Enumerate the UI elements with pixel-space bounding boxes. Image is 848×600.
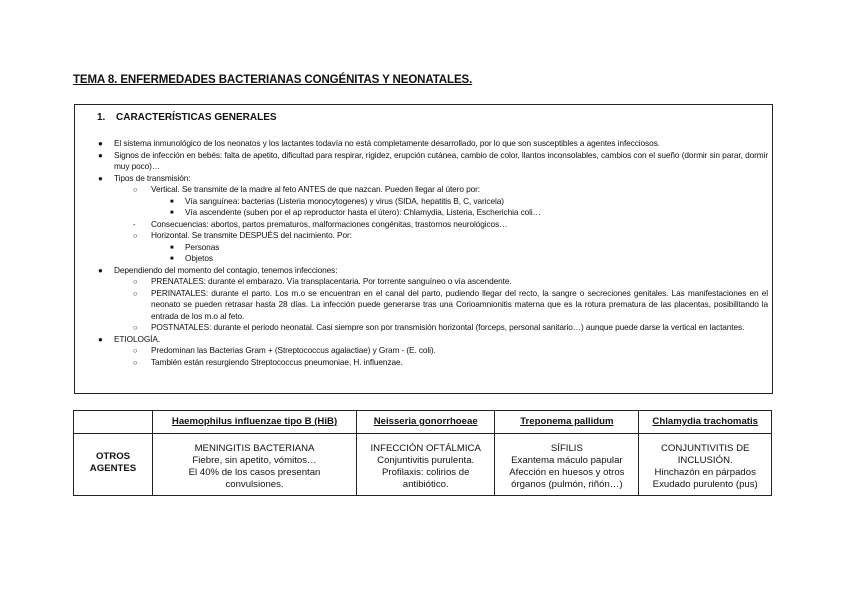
bullet-disc-icon: ●	[98, 173, 103, 183]
section-title: CARACTERÍSTICAS GENERALES	[116, 112, 277, 123]
list-item	[75, 184, 772, 196]
bullet-disc-icon: ●	[98, 334, 103, 344]
cell-line: INCLUSIÓN.	[677, 455, 733, 466]
bullet-disc-icon: ●	[98, 139, 103, 148]
cell-line: Profilaxis: colirios de	[381, 467, 470, 478]
bullet-square-icon: ■	[170, 210, 174, 216]
page-title: TEMA 8. ENFERMEDADES BACTERIANAS CONGÉNITAS Y NEONATALES.	[73, 74, 473, 86]
cell-line: Exantema máculo papular	[511, 455, 623, 466]
table-cell	[639, 434, 772, 496]
cell-line: convulsiones.	[225, 479, 284, 490]
list-item-text: Vertical. Se transmite de la madre al feto ANTES de que nazcan. Pueden llegar al útero por:	[151, 184, 480, 194]
list-item	[75, 219, 772, 231]
cell-line: CONJUNTIVITIS DE	[660, 443, 750, 454]
bullet-dash-icon: -	[133, 219, 136, 229]
cell-line: El 40% de los casos presentan	[188, 467, 321, 478]
bullet-disc-icon: ●	[98, 265, 103, 275]
table-cell	[153, 434, 357, 496]
cell-line: Exudado purulento (pus)	[652, 479, 758, 490]
bullet-circle-icon: ○	[133, 323, 138, 332]
list-item	[75, 322, 772, 334]
section-heading	[97, 112, 277, 123]
table-header-row	[74, 411, 772, 434]
cell-line: antibiótico.	[402, 479, 449, 490]
bullet-circle-icon: ○	[133, 288, 138, 298]
list-item-text: POSTNATALES: durante el periodo neonatal. Casi siempre son por transmisión horizontal (forceps, personal sanitario…) aunque puede darse la vertical en lactantes.	[151, 322, 745, 332]
bullet-circle-icon: ○	[133, 185, 138, 194]
bullet-disc-icon: ●	[98, 150, 103, 160]
table-header-cell: Treponema pallidum	[495, 411, 639, 434]
cell-line: MENINGITIS BACTERIANA	[194, 443, 315, 454]
list-item	[75, 357, 772, 369]
cell-line: órganos (pulmón, riñón…)	[511, 479, 623, 490]
table-row	[74, 434, 772, 496]
row-label-line: OTROS	[95, 450, 131, 462]
characteristics-box	[74, 104, 773, 394]
list-item-text: ETIOLOGÍA.	[114, 333, 161, 344]
list-item	[75, 173, 772, 185]
table-header-cell: Chlamydia trachomatis	[639, 411, 772, 434]
bullet-list	[75, 138, 772, 368]
list-item-text: PRENATALES: durante el embarazo. Vía transplacentaria. Por torrente sanguíneo o vía ascendente.	[151, 276, 512, 286]
bullet-square-icon: ■	[170, 198, 174, 205]
list-item	[75, 345, 772, 357]
list-item-text: Vía sanguínea: bacterias (Listeria monocytogenes) y virus (SIDA, hepatitis B, C, varicela)	[185, 195, 504, 206]
list-item-text: Vía ascendente (suben por el ap reproductor hasta el útero): Chlamydia, Listeria, Escherichia coli…	[185, 207, 541, 217]
list-item	[75, 334, 772, 346]
list-item-text: Tipos de transmisión:	[114, 172, 191, 183]
table-cell	[357, 434, 495, 496]
bullet-circle-icon: ○	[133, 357, 138, 367]
list-item	[75, 138, 772, 150]
list-item	[75, 196, 772, 208]
table-header-cell: Neisseria gonorrhoeae	[357, 411, 495, 434]
table-row-label	[74, 434, 153, 496]
cell-line: Conjuntivitis purulenta.	[377, 455, 475, 466]
section-number: 1.	[97, 112, 106, 123]
list-item-text: PERINATALES: durante el parto. Los m.o se encuentran en el canal del parto, pudiendo llegar del recto, la sangre o secreciones genitales. Las manifestaciones en el neonato se pueden retrasar hasta 28 días. La infección puede generarse tras una Corioamnionitis materna que es la rotura prematura de las placentas, posibilitando la entrada de los m.o al feto.	[151, 287, 768, 321]
cell-line: INFECCIÓN OFTÁLMICA	[370, 443, 481, 454]
cell-line: Hinchazón en párpados	[654, 467, 756, 478]
list-item-text: Objetos	[185, 253, 213, 263]
list-item-text: Signos de infección en bebés: falta de apetito, dificultad para respirar, rigidez, erupción cutánea, cambio de color, llantos inconsolables, cambios con el sueño (dormir sin parar, dormir muy poco)…	[114, 149, 768, 171]
table-header-cell: Haemophilus influenzae tipo B (HiB)	[153, 411, 357, 434]
list-item-text: Horizontal. Se transmite DESPUÉS del nacimiento. Por:	[151, 230, 352, 240]
bullet-square-icon: ■	[170, 256, 174, 262]
list-item	[75, 265, 772, 277]
other-agents-table	[73, 410, 772, 496]
bullet-circle-icon: ○	[133, 277, 138, 286]
list-item	[75, 207, 772, 219]
bullet-circle-icon: ○	[133, 346, 138, 355]
cell-line: SÍFILIS	[550, 443, 583, 454]
row-label-line: AGENTES	[89, 462, 137, 474]
list-item	[75, 242, 772, 254]
list-item-text: Predominan las Bacterias Gram + (Streptococcus agalactiae) y Gram - (E. coli).	[151, 345, 436, 355]
bullet-circle-icon: ○	[133, 231, 138, 240]
list-item-text: El sistema inmunológico de los neonatos y los lactantes todavía no está completamente desarrollado, por lo que son susceptibles a agentes infecciosos.	[114, 138, 660, 148]
cell-line: Afección en huesos y otros	[509, 467, 625, 478]
list-item	[75, 276, 772, 288]
list-item-text: También están resurgiendo Streptococcus pneumoniae, H. influenzae.	[151, 356, 403, 367]
bullet-square-icon: ■	[170, 244, 174, 251]
table-cell	[495, 434, 639, 496]
list-item	[75, 230, 772, 242]
list-item-text: Dependiendo del momento del contagio, tenemos infecciones:	[114, 264, 338, 275]
list-item	[75, 253, 772, 265]
list-item-text: Consecuencias: abortos, partos prematuros, malformaciones congénitas, trastornos neurológicos…	[151, 218, 508, 229]
table-corner-cell	[74, 411, 153, 434]
list-item	[75, 150, 772, 173]
cell-line: Fiebre, sin apetito, vómitos…	[192, 455, 317, 466]
list-item	[75, 288, 772, 323]
list-item-text: Personas	[185, 241, 220, 252]
